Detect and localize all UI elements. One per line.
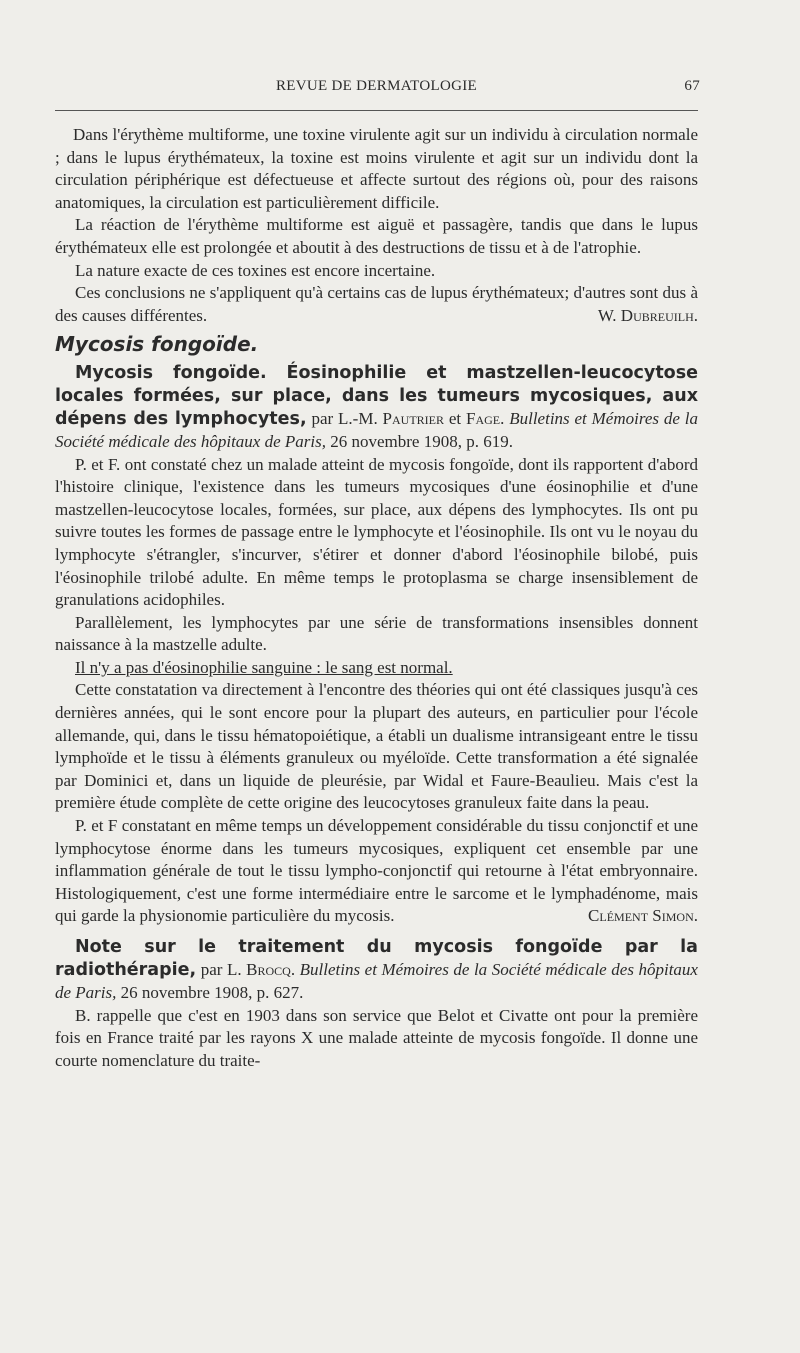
journal-name: Bulletins et Mémoires de la Société médicale des hôpitaux de Paris, — [55, 960, 698, 1002]
paragraph — [55, 282, 698, 327]
author-name: L.-M. Pautrier — [338, 408, 444, 428]
journal-name: Bulletins et Mémoires de la Société médicale des hôpitaux de Paris, — [55, 408, 698, 451]
paragraph: B. rappelle que c'est en 1903 dans son service que Belot et Civatte ont pour la première fois en France traité par les rayons X une malade atteinte de mycosis fongoïde. Il donne une courte nomenclature du traite- — [55, 1005, 698, 1070]
article-heading — [55, 936, 698, 1005]
underlined-paragraph: Il n'y a pas d'éosinophilie sanguine : le sang est normal. — [75, 657, 453, 677]
page-body — [55, 124, 698, 1072]
paragraph: Parallèlement, les lymphocytes par une série de transformations insensibles donnent naissance à la mastzelle adulte. — [55, 612, 698, 655]
journal-title: REVUE DE DERMATOLOGIE — [275, 78, 477, 94]
author-name: Fage. — [465, 408, 505, 428]
and-text: et — [444, 408, 466, 428]
paragraph: La nature exacte de ces toxines est encore incertaine. — [75, 260, 436, 280]
article-title: Mycosis fongoïde. Éosinophilie et mastzellen-leucocytose locales formées, sur place, dans les tumeurs mycosiques, aux dépens des lymphocytes, — [55, 362, 698, 429]
citation: 26 novembre 1908, p. 619. — [325, 431, 513, 451]
article-heading — [55, 362, 698, 454]
paragraph-text: P. et F constatant en même temps un développement considérable du tissu conjonctif et une lymphocytose énorme dans les tumeurs mycosiques, expliquent cet ensemble par une inflammation générale de tout le tissu lympho-conjonctif qui retourne à l'état embryonnaire. Histologiquement, c'est une forme intermédiaire entre le sarcome et le lymphadénome, mais qui garde la physionomie particulière du mycosis. — [55, 816, 698, 926]
paragraph: P. et F. ont constaté chez un malade atteint de mycosis fongoïde, dont ils rapportent d'abord l'histoire clinique, l'existence dans les tumeurs mycosiques d'une éosinophilie et d'une mastzellen-leucocytose locales, formées, sur place, aux dépens des lymphocytes. Ils ont pu suivre toutes les formes de passage entre le lymphocyte et l'éosinophile. Ils ont vu le noyau du lymphocyte s'étrangler, s'incurver, s'étirer et donner d'abord l'éosinophile bilobé, puis l'éosinophile trilobé adulte. En même temps le protoplasma se charge insensiblement de granulations acidophiles. — [55, 454, 698, 610]
paragraph: La réaction de l'érythème multiforme est aiguë et passagère, tandis que dans le lupus érythémateux elle est prolongée et aboutit à des destructions de tissu et à de l'atrophie. — [55, 215, 698, 257]
page-number: 67 — [684, 78, 700, 94]
header-rule — [55, 110, 698, 111]
paragraph: Cette constatation va directement à l'encontre des théories qui ont été classiques jusqu'à ces dernières années, qui le sont encore pour la plupart des auteurs, en particulier pour l'école allemande, qui, dans le tissu hématopoiétique, a établi un dualisme intransigeant entre le tissu lymphoïde et le tissu à éléments granuleux ou myéloïde. Cette transformation a été signalée par Dominici et, dans un liquide de pleurésie, par Widal et Faure-Beaulieu. Mais c'est la première étude complète de cette origine des leucocytoses granuleux faite dans la peau. — [55, 680, 698, 813]
paragraph — [55, 815, 698, 928]
article-title: Note sur le traitement du mycosis fongoïde par la radiothérapie, — [55, 937, 698, 980]
by-text: par — [196, 960, 227, 979]
author-signature: W. Dubreuilh. — [597, 305, 698, 325]
author-name: L. Brocq. — [226, 960, 296, 979]
author-signature: Clément Simon. — [588, 906, 698, 926]
citation: 26 novembre 1908, p. 627. — [116, 983, 304, 1002]
paragraph-text: Ces conclusions ne s'appliquent qu'à certains cas de lupus érythémateux; d'autres sont dus à des causes différentes. — [55, 283, 698, 325]
paragraph: Dans l'érythème multiforme, une toxine virulente agit sur un individu à circulation normale ; dans le lupus érythémateux, la toxine est moins virulente et agit sur un individu dont la circulation périphérique est défectueuse et affecte surtout des régions où, pour des raisons anatomiques, la circulation est particulièrement difficile. — [55, 125, 698, 212]
spacer — [55, 928, 698, 936]
running-header — [55, 78, 698, 100]
section-title: Mycosis fongoïde. — [55, 332, 259, 357]
by-text: par — [306, 408, 339, 428]
